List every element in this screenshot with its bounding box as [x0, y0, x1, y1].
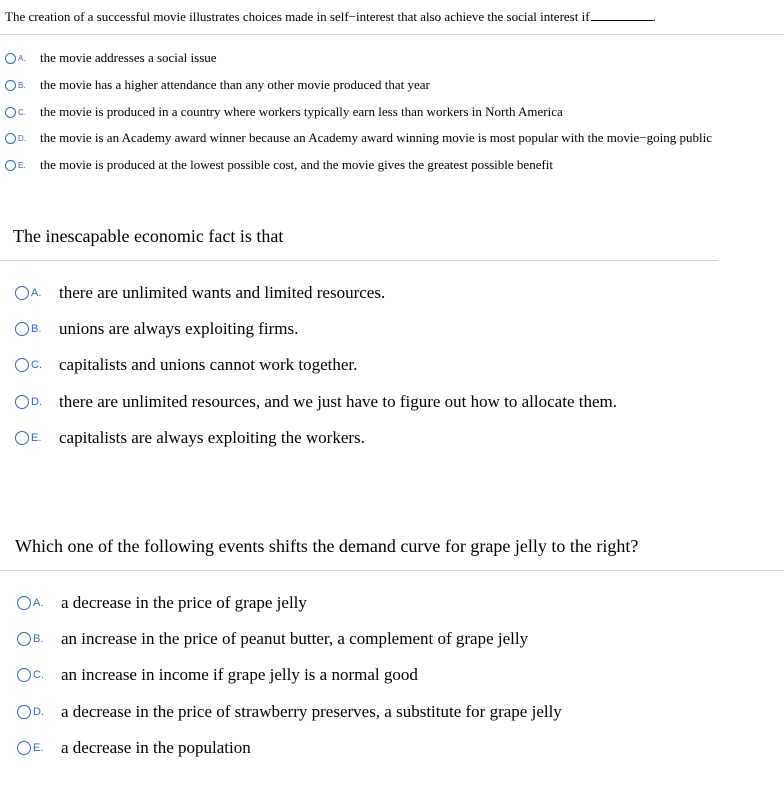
option-text: a decrease in the population [61, 738, 251, 757]
option-letter: E. [18, 160, 26, 170]
option-letter: C. [31, 359, 42, 371]
question-1-option-d[interactable] [5, 130, 712, 146]
option-text: the movie is produced in a country where workers typically earn less than workers in North America [40, 104, 563, 119]
radio-button-icon[interactable] [15, 358, 29, 372]
option-text: an increase in the price of peanut butter, a complement of grape jelly [61, 629, 529, 648]
option-letter: D. [33, 706, 44, 718]
question-3-option-c[interactable] [17, 665, 418, 685]
option-letter: E. [31, 432, 42, 444]
radio-button-icon[interactable] [5, 53, 16, 64]
option-letter: C. [33, 669, 44, 681]
question-1-option-c[interactable] [5, 104, 563, 120]
radio-button-icon[interactable] [5, 160, 16, 171]
option-text: the movie is an Academy award winner because an Academy award winning movie is most popular with the movie−going public [40, 130, 712, 145]
question-2-option-c[interactable] [15, 355, 357, 375]
option-letter: D. [18, 133, 26, 143]
radio-button-icon[interactable] [5, 133, 16, 144]
option-letter: A. [31, 287, 42, 299]
question-3-divider [0, 570, 784, 571]
radio-button-icon[interactable] [15, 395, 29, 409]
question-2-divider [0, 260, 718, 261]
radio-button-icon[interactable] [17, 741, 31, 755]
radio-button-icon[interactable] [5, 107, 16, 118]
question-2-prompt: The inescapable economic fact is that [13, 226, 284, 246]
option-text: capitalists and unions cannot work together. [59, 355, 358, 374]
question-1-prompt [5, 9, 656, 25]
radio-button-icon[interactable] [17, 596, 31, 610]
question-2-option-b[interactable] [15, 319, 298, 339]
option-text: capitalists are always exploiting the workers. [59, 428, 365, 447]
option-letter: C. [18, 107, 26, 117]
question-3-option-d[interactable] [17, 702, 562, 722]
option-text: an increase in income if grape jelly is a normal good [61, 665, 418, 684]
radio-button-icon[interactable] [17, 668, 31, 682]
option-text: a decrease in the price of grape jelly [61, 593, 307, 612]
radio-button-icon[interactable] [15, 322, 29, 336]
radio-button-icon[interactable] [5, 80, 16, 91]
option-letter: A. [33, 597, 44, 609]
option-text: a decrease in the price of strawberry preserves, a substitute for grape jelly [61, 702, 562, 721]
question-1-prompt-end: . [652, 9, 656, 24]
question-1-prompt-text: The creation of a successful movie illustrates choices made in self−interest that also achieve the social interest if [5, 9, 590, 24]
question-3-option-b[interactable] [17, 629, 528, 649]
question-1-option-b[interactable] [5, 77, 430, 93]
question-1-option-a[interactable] [5, 50, 217, 66]
option-text: there are unlimited resources, and we just have to figure out how to allocate them. [59, 392, 617, 411]
question-3-prompt: Which one of the following events shifts the demand curve for grape jelly to the right? [15, 536, 639, 556]
option-letter: D. [31, 396, 42, 408]
option-text: the movie addresses a social issue [40, 50, 217, 65]
question-1-option-e[interactable] [5, 157, 553, 173]
option-text: unions are always exploiting firms. [59, 319, 299, 338]
question-2-option-d[interactable] [15, 392, 617, 412]
radio-button-icon[interactable] [17, 632, 31, 646]
question-2-option-e[interactable] [15, 428, 365, 448]
question-3-option-e[interactable] [17, 738, 251, 758]
radio-button-icon[interactable] [15, 286, 29, 300]
option-text: there are unlimited wants and limited resources. [59, 283, 386, 302]
answer-blank [591, 19, 653, 21]
option-letter: E. [33, 742, 44, 754]
option-text: the movie is produced at the lowest possible cost, and the movie gives the greatest possible benefit [40, 157, 554, 172]
radio-button-icon[interactable] [15, 431, 29, 445]
option-letter: B. [31, 323, 42, 335]
radio-button-icon[interactable] [17, 705, 31, 719]
question-1-divider [0, 34, 784, 35]
option-letter: B. [18, 80, 26, 90]
question-3-option-a[interactable] [17, 593, 307, 613]
option-text: the movie has a higher attendance than any other movie produced that year [40, 77, 430, 92]
option-letter: B. [33, 633, 44, 645]
option-letter: A. [18, 53, 26, 63]
question-2-option-a[interactable] [15, 283, 385, 303]
